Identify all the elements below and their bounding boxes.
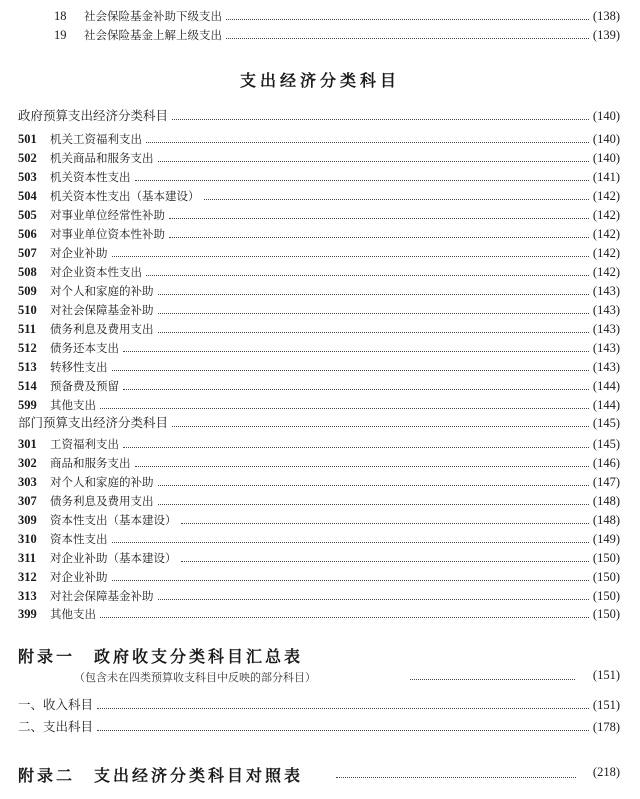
leader-dots (158, 598, 589, 600)
entry-number: 311 (18, 551, 37, 565)
entry-number: 502 (18, 151, 37, 165)
entry-number: 513 (18, 360, 37, 374)
toc-entry[interactable] (18, 244, 620, 262)
entry-label: 债务利息及费用支出 (50, 494, 154, 508)
entry-number: 505 (18, 208, 37, 222)
leader-dots (336, 776, 576, 778)
toc-entry[interactable] (18, 206, 620, 224)
entry-number: 510 (18, 303, 37, 317)
heading-label: 政府预算支出经济分类科目 (18, 108, 169, 123)
leader-dots (112, 541, 589, 543)
entry-label: 对个人和家庭的补助 (50, 284, 154, 298)
entry-page: (140) (592, 132, 620, 146)
leader-dots (226, 18, 589, 20)
section-title: 支出经济分类科目 (239, 71, 400, 90)
toc-entry[interactable] (18, 149, 620, 167)
toc-entry-18[interactable] (18, 7, 620, 25)
entry-label: 资本性支出 (50, 532, 108, 546)
leader-dots (135, 179, 589, 181)
entry-page: (138) (592, 9, 620, 23)
entry-number: 506 (18, 227, 37, 241)
entry-label: 对事业单位经常性补助 (50, 208, 165, 222)
leader-dots (97, 707, 589, 709)
entry-label: 对个人和家庭的补助 (50, 475, 154, 489)
leader-dots (112, 255, 589, 257)
entry-page: (143) (592, 303, 620, 317)
leader-dots (158, 484, 589, 486)
toc-entry[interactable] (18, 130, 620, 148)
entry-page: (145) (592, 437, 620, 451)
entry-label: 商品和服务支出 (50, 456, 131, 470)
toc-entry[interactable] (18, 377, 620, 395)
entry-page: (142) (592, 227, 620, 241)
toc-heading-gov[interactable] (18, 107, 620, 125)
entry-page: (151) (592, 698, 620, 712)
entry-page: (143) (592, 341, 620, 355)
heading-page: (145) (592, 416, 620, 430)
entry-page: (150) (592, 551, 620, 565)
leader-dots (123, 446, 589, 448)
entry-number: 501 (18, 132, 37, 146)
appendix-1-note: （包含未在四类预算收支科目中反映的部分科目） (74, 671, 316, 684)
toc-entry[interactable] (18, 473, 620, 491)
leader-dots (158, 160, 589, 162)
entry-label: 转移性支出 (50, 360, 108, 374)
entry-label: 工资福利支出 (50, 437, 119, 451)
toc-entry[interactable] (18, 511, 620, 529)
leader-dots (158, 503, 589, 505)
entry-number: 514 (18, 379, 37, 393)
entry-page: (141) (592, 170, 620, 184)
toc-entry[interactable] (18, 225, 620, 243)
toc-entry[interactable] (18, 530, 620, 548)
entry-number: 312 (18, 570, 37, 584)
leader-dots (100, 407, 589, 409)
entry-label: 债务还本支出 (50, 341, 119, 355)
toc-entry[interactable] (18, 168, 620, 186)
heading-page: (140) (592, 109, 620, 123)
toc-entry-income[interactable] (18, 696, 620, 714)
entry-number: 508 (18, 265, 37, 279)
leader-dots (158, 293, 589, 295)
entry-number: 503 (18, 170, 37, 184)
toc-heading-dept[interactable] (18, 414, 620, 432)
entry-label: 对企业补助 (50, 246, 108, 260)
entry-label: 一、收入科目 (18, 697, 94, 712)
entry-number: 303 (18, 475, 37, 489)
leader-dots (146, 141, 589, 143)
leader-dots (100, 616, 589, 618)
toc-entry[interactable] (18, 301, 620, 319)
entry-label: 资本性支出（基本建设） (50, 513, 177, 527)
toc-entry[interactable] (18, 263, 620, 281)
entry-number: 310 (18, 532, 37, 546)
appendix-1-page: (151) (592, 668, 620, 682)
entry-page: (144) (592, 379, 620, 393)
entry-label: 对事业单位资本性补助 (50, 227, 165, 241)
entry-page: (148) (592, 494, 620, 508)
entry-number: 19 (54, 28, 67, 42)
entry-label: 对企业补助 (50, 570, 108, 584)
entry-label: 社会保险基金上解上级支出 (84, 28, 222, 42)
entry-number: 509 (18, 284, 37, 298)
entry-page: (150) (592, 589, 620, 603)
entry-label: 对社会保障基金补助 (50, 589, 154, 603)
leader-dots (97, 729, 589, 731)
toc-entry[interactable] (18, 587, 620, 605)
entry-page: (140) (592, 151, 620, 165)
appendix-1-heading[interactable]: 附录一 政府收支分类科目汇总表 (18, 647, 304, 666)
leader-dots (112, 579, 589, 581)
entry-label: 债务利息及费用支出 (50, 322, 154, 336)
entry-label: 机关资本性支出 (50, 170, 131, 184)
entry-page: (146) (592, 456, 620, 470)
entry-number: 302 (18, 456, 37, 470)
appendix-2-page: (218) (592, 765, 620, 779)
leader-dots (172, 425, 589, 427)
leader-dots (123, 388, 589, 390)
entry-number: 504 (18, 189, 37, 203)
leader-dots (123, 350, 589, 352)
entry-label: 其他支出 (50, 607, 96, 621)
entry-label: 机关资本性支出（基本建设） (50, 189, 200, 203)
leader-dots (410, 678, 575, 680)
leader-dots (112, 369, 589, 371)
toc-entry[interactable] (18, 282, 620, 300)
entry-number: 507 (18, 246, 37, 260)
entry-page: (142) (592, 246, 620, 260)
leader-dots (158, 312, 589, 314)
entry-page: (143) (592, 284, 620, 298)
toc-entry[interactable] (18, 435, 620, 453)
entry-page: (142) (592, 189, 620, 203)
entry-label: 社会保险基金补助下级支出 (84, 9, 222, 23)
leader-dots (169, 217, 589, 219)
toc-entry[interactable] (18, 568, 620, 586)
entry-number: 309 (18, 513, 37, 527)
entry-label: 对企业补助（基本建设） (50, 551, 177, 565)
toc-entry-19[interactable] (18, 26, 620, 44)
toc-entry[interactable] (18, 396, 620, 414)
leader-dots (181, 522, 589, 524)
entry-page: (143) (592, 322, 620, 336)
leader-dots (169, 236, 589, 238)
toc-entry[interactable] (18, 320, 620, 338)
leader-dots (158, 331, 589, 333)
toc-entry[interactable] (18, 358, 620, 376)
toc-entry[interactable] (18, 187, 620, 205)
entry-page: (147) (592, 475, 620, 489)
toc-entry[interactable] (18, 492, 620, 510)
entry-number: 399 (18, 607, 37, 621)
entry-page: (150) (592, 570, 620, 584)
entry-number: 301 (18, 437, 37, 451)
leader-dots (146, 274, 589, 276)
entry-page: (143) (592, 360, 620, 374)
entry-page: (142) (592, 208, 620, 222)
leader-dots (181, 560, 589, 562)
leader-dots (135, 465, 589, 467)
entry-page: (139) (592, 28, 620, 42)
entry-number: 313 (18, 589, 37, 603)
entry-number: 18 (54, 9, 67, 23)
entry-label: 其他支出 (50, 398, 96, 412)
heading-label: 部门预算支出经济分类科目 (18, 415, 169, 430)
entry-label: 对社会保障基金补助 (50, 303, 154, 317)
entry-page: (178) (592, 720, 620, 734)
entry-number: 512 (18, 341, 37, 355)
toc-entry[interactable] (18, 339, 620, 357)
entry-page: (142) (592, 265, 620, 279)
entry-number: 599 (18, 398, 37, 412)
entry-page: (150) (592, 607, 620, 621)
toc-entry[interactable] (18, 549, 620, 567)
entry-page: (149) (592, 532, 620, 546)
entry-label: 预备费及预留 (50, 379, 119, 393)
entry-page: (148) (592, 513, 620, 527)
entry-number: 307 (18, 494, 37, 508)
leader-dots (172, 118, 589, 120)
entry-number: 511 (18, 322, 37, 336)
entry-label: 对企业资本性支出 (50, 265, 142, 279)
entry-label: 机关商品和服务支出 (50, 151, 154, 165)
toc-entry[interactable] (18, 605, 620, 623)
toc-entry[interactable] (18, 454, 620, 472)
appendix-2-heading[interactable]: 附录二 支出经济分类科目对照表 (18, 766, 304, 785)
entry-page: (144) (592, 398, 620, 412)
leader-dots (204, 198, 589, 200)
toc-entry-expense[interactable] (18, 718, 620, 736)
leader-dots (226, 37, 589, 39)
entry-label: 机关工资福利支出 (50, 132, 142, 146)
entry-label: 二、支出科目 (18, 719, 94, 734)
